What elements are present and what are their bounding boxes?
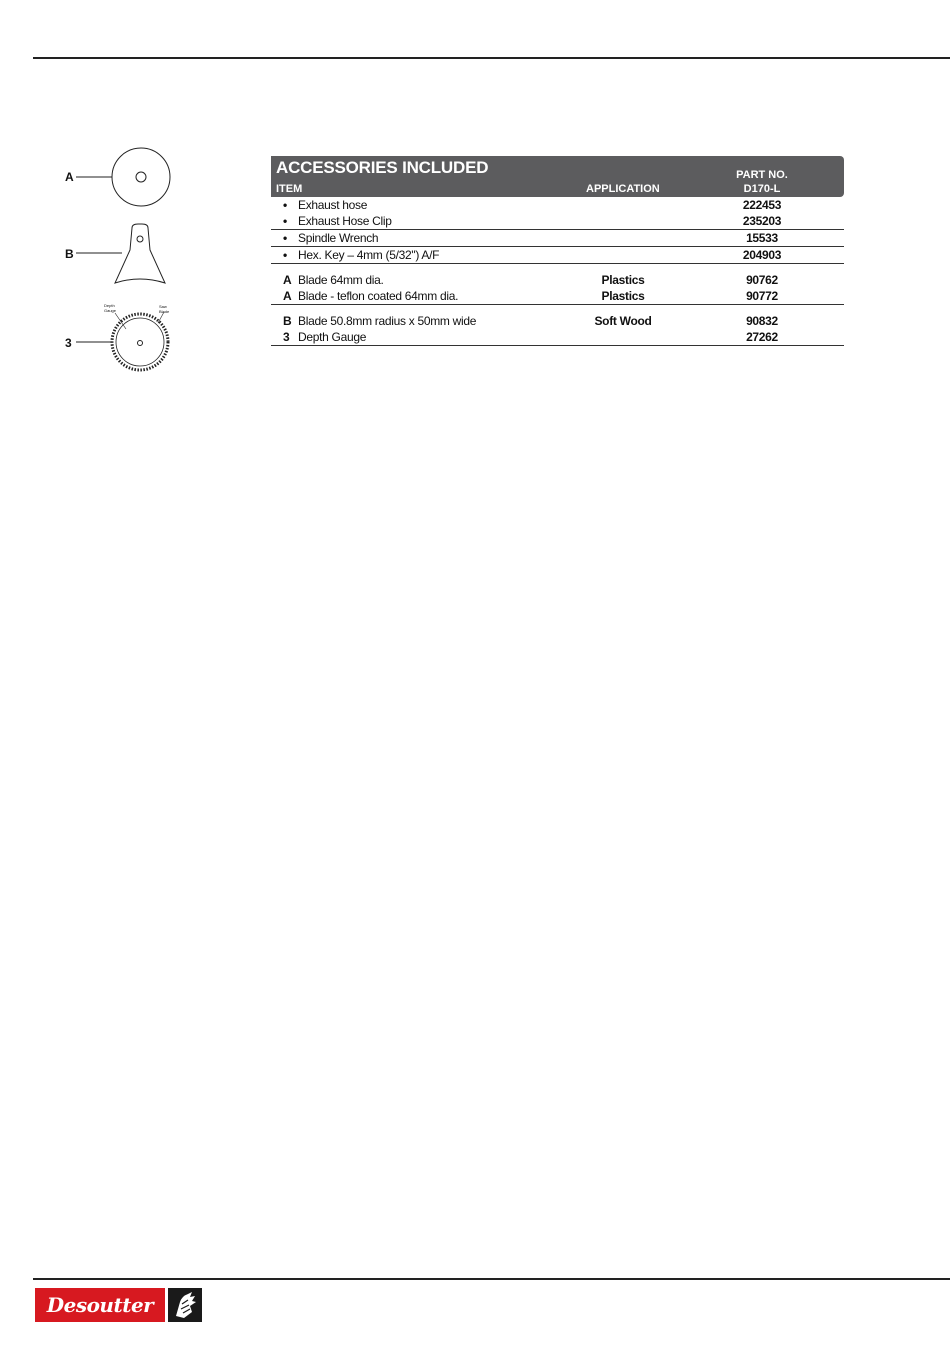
accessory-illustrations — [60, 140, 190, 380]
figure-label-3: 3 — [65, 336, 72, 350]
row-mark: A — [283, 273, 292, 287]
row-item: Blade 64mm dia. — [298, 273, 384, 287]
table-row — [271, 272, 844, 288]
row-item: Blade 50.8mm radius x 50mm wide — [298, 314, 477, 328]
column-header-part-no — [723, 168, 801, 196]
accessories-table — [271, 156, 844, 346]
emblem-svg — [168, 1288, 202, 1322]
row-part-number: 204903 — [742, 248, 782, 262]
table-row — [271, 230, 844, 247]
column-header-item: ITEM — [276, 183, 303, 195]
column-header-application: APPLICATION — [586, 183, 660, 195]
desoutter-logo — [35, 1288, 202, 1322]
saw-hole-icon — [138, 341, 143, 346]
part-no-label: PART NO. — [736, 169, 788, 181]
table-group-blades-a — [271, 264, 844, 305]
segment-blade-icon — [115, 224, 165, 283]
logo-wordmark: Desoutter — [35, 1288, 165, 1322]
figure-label-a: A — [65, 170, 74, 184]
row-part-number: 15533 — [746, 231, 778, 245]
row-item: Exhaust hose — [298, 198, 368, 212]
row-mark: • — [283, 231, 287, 245]
depth-gauge-callout: Depth Gauge — [104, 303, 117, 313]
row-item: Depth Gauge — [298, 330, 367, 344]
row-mark: B — [283, 314, 292, 328]
table-row — [271, 247, 844, 263]
table-title: ACCESSORIES INCLUDED — [276, 158, 489, 177]
logo-emblem-icon — [168, 1288, 202, 1322]
table-header — [271, 156, 844, 197]
table-row — [271, 213, 844, 230]
saw-blade-callout: Saw Blade — [159, 304, 170, 314]
row-mark: A — [283, 289, 292, 303]
table-group-blades-b — [271, 305, 844, 346]
row-application: Plastics — [601, 273, 645, 287]
row-item: Exhaust Hose Clip — [298, 214, 392, 228]
emblem-shape — [176, 1292, 196, 1318]
row-mark: • — [283, 198, 287, 212]
model-label: D170-L — [743, 183, 781, 195]
row-application: Soft Wood — [594, 314, 652, 328]
table-row — [271, 313, 844, 329]
disc-hole-icon — [136, 172, 146, 182]
table-group-included — [271, 197, 844, 264]
row-part-number: 235203 — [742, 214, 782, 228]
table-row — [271, 288, 844, 304]
segment-hole-icon — [137, 236, 143, 242]
footer-rule — [33, 1278, 950, 1280]
row-part-number: 90772 — [746, 289, 778, 303]
illustrations-svg — [60, 140, 190, 380]
row-mark: • — [283, 214, 287, 228]
row-item: Spindle Wrench — [298, 231, 379, 245]
table-row — [271, 197, 844, 213]
row-item: Hex. Key – 4mm (5/32") A/F — [298, 248, 440, 262]
header-rule — [33, 57, 950, 59]
row-mark: • — [283, 248, 287, 262]
row-mark: 3 — [283, 330, 290, 344]
table-row — [271, 329, 844, 345]
row-item: Blade - teflon coated 64mm dia. — [298, 289, 459, 303]
row-part-number: 222453 — [742, 198, 782, 212]
row-part-number: 27262 — [746, 330, 778, 344]
row-application: Plastics — [601, 289, 645, 303]
row-part-number: 90762 — [746, 273, 778, 287]
row-part-number: 90832 — [746, 314, 778, 328]
figure-label-b: B — [65, 247, 74, 261]
